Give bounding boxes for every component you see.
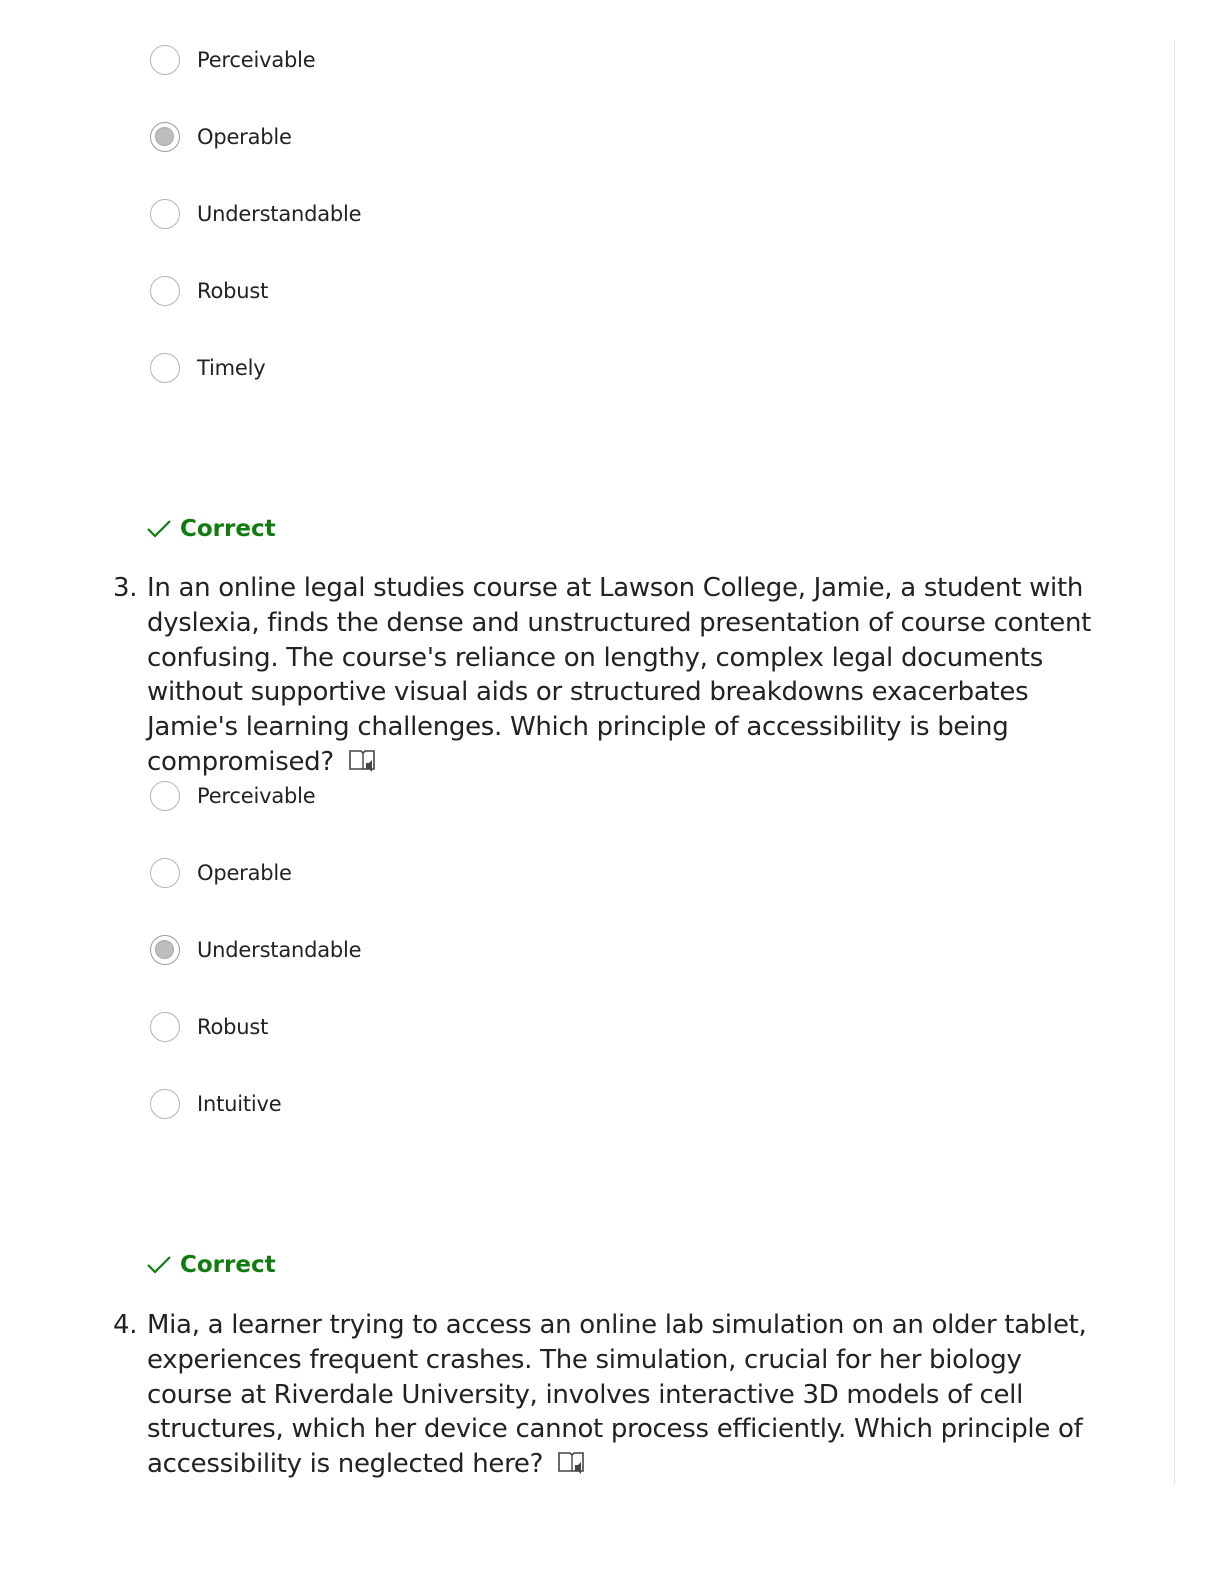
question-text-wrap [147, 571, 1103, 780]
q2-option-perceivable[interactable] [150, 43, 316, 77]
question-3 [113, 571, 1103, 780]
radio-button-selected[interactable] [150, 122, 180, 152]
question-text-wrap [147, 1308, 1103, 1482]
option-label: Robust [197, 279, 269, 303]
immersive-reader-icon[interactable] [348, 748, 378, 774]
q2-option-understandable[interactable] [150, 197, 361, 231]
radio-button[interactable] [150, 276, 180, 306]
q3-option-intuitive[interactable] [150, 1087, 282, 1121]
q3-option-understandable[interactable] [150, 933, 361, 967]
question-text: Mia, a learner trying to access an online lab simulation on an older tablet, experiences frequent crashes. The simulation, crucial for her biology course at Riverdale University, involves interactive 3D models of cell structures, which her device cannot process efficiently. Which principle of accessibility is neglected here? [147, 1310, 1087, 1480]
option-label: Perceivable [197, 784, 316, 808]
option-label: Intuitive [197, 1092, 282, 1116]
radio-button-selected[interactable] [150, 935, 180, 965]
radio-button[interactable] [150, 199, 180, 229]
q3-feedback [146, 1252, 276, 1278]
q3-option-robust[interactable] [150, 1010, 268, 1044]
radio-button[interactable] [150, 858, 180, 888]
q2-feedback [146, 516, 276, 542]
q3-option-perceivable[interactable] [150, 779, 316, 813]
option-label: Operable [197, 125, 292, 149]
q3-option-operable[interactable] [150, 856, 292, 890]
q2-option-operable[interactable] [150, 120, 292, 154]
radio-button[interactable] [150, 353, 180, 383]
option-label: Perceivable [197, 48, 316, 72]
radio-button[interactable] [150, 1012, 180, 1042]
question-number: 4. [113, 1310, 138, 1340]
q2-option-timely[interactable] [150, 351, 265, 385]
check-icon [146, 519, 172, 539]
feedback-label: Correct [180, 516, 276, 542]
content-right-border [1174, 40, 1175, 1485]
question-4 [113, 1308, 1103, 1482]
radio-button[interactable] [150, 781, 180, 811]
q2-option-robust[interactable] [150, 274, 268, 308]
option-label: Robust [197, 1015, 269, 1039]
immersive-reader-icon[interactable] [557, 1450, 587, 1476]
check-icon [146, 1255, 172, 1275]
option-label: Operable [197, 861, 292, 885]
question-number: 3. [113, 573, 138, 603]
option-label: Timely [197, 356, 266, 380]
radio-button[interactable] [150, 1089, 180, 1119]
option-label: Understandable [197, 938, 362, 962]
question-text: In an online legal studies course at Lawson College, Jamie, a student with dyslexia, finds the dense and unstructured presentation of course content confusing. The course's reliance on lengthy, complex legal documents without supportive visual aids or structured breakdowns exacerbates Jamie's learning challenges. Which principle of accessibility is being compromised? [147, 573, 1092, 777]
option-label: Understandable [197, 202, 362, 226]
radio-button[interactable] [150, 45, 180, 75]
feedback-label: Correct [180, 1252, 276, 1278]
